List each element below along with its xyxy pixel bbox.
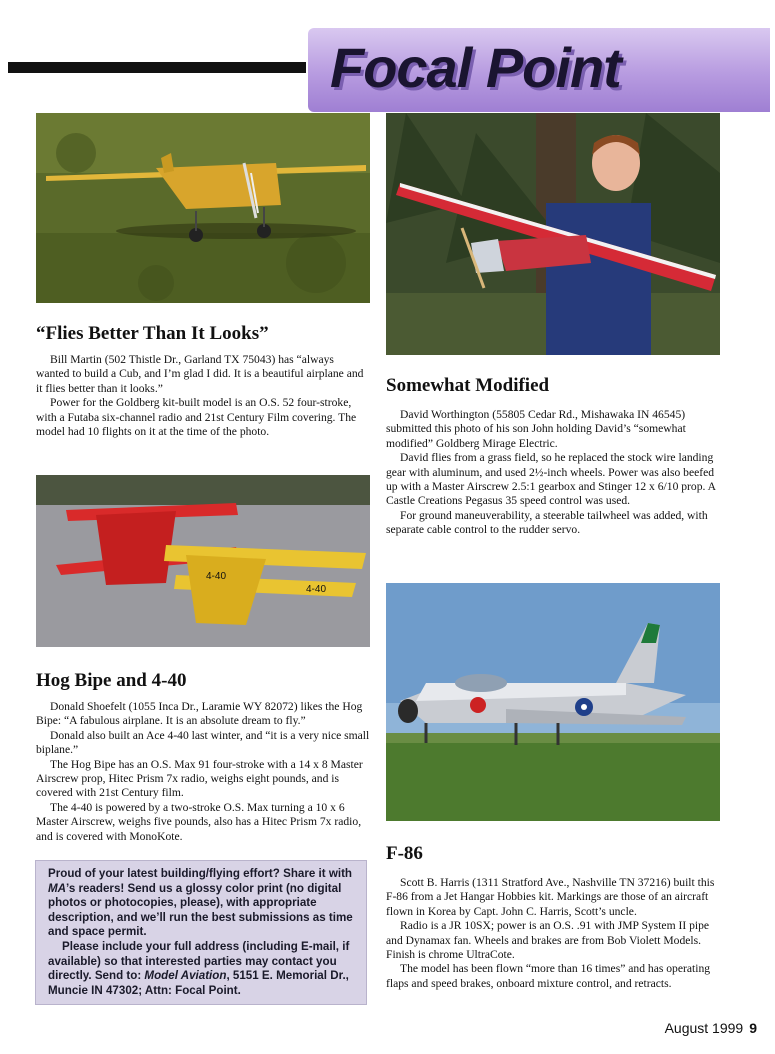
flies-body <box>36 353 370 439</box>
submission-callout <box>35 860 367 1005</box>
biplanes-photo <box>36 475 370 647</box>
hog-paragraph: The Hog Bipe has an O.S. Max 91 four-stroke with a 14 x 8 Master Airscrew prop, Hitec Prism 7x radio, weighs eight pounds, and is covered with 21st Century film. <box>36 757 363 800</box>
magazine-name: Model Aviation <box>144 969 227 983</box>
somewhat-body <box>386 408 720 538</box>
f86-paragraph: Radio is a JR 10SX; power is an O.S. .91 with JMP System II pipe and Dynamax fan. Wheels and brakes are from Bob Violett Models. Finish is chrome UltraCote. <box>386 919 710 962</box>
svg-text:4-40: 4-40 <box>206 571 227 582</box>
header-rule <box>8 62 306 73</box>
hog-heading: Hog Bipe and 4-40 <box>36 670 187 691</box>
hog-body <box>36 700 370 844</box>
f86-paragraph: Scott B. Harris (1311 Stratford Ave., Nashville TN 37216) built this F-86 from a Jet Hangar Hobbies kit. Markings are those of an aircraft flown in Korea by Capt. John C. Harris, Scott’s uncle. <box>386 876 715 918</box>
somewhat-paragraph: For ground maneuverability, a steerable tailwheel was added, with separate cable control to the rudder servo. <box>386 508 708 537</box>
page-title: Focal Point <box>330 36 621 99</box>
svg-text:4-40: 4-40 <box>306 584 327 595</box>
hog-paragraph: Donald Shoefelt (1055 Inca Dr., Laramie WY 82072) likes the Hog Bipe: “A fabulous airplane. It is an absolute dream to fly.” <box>36 700 363 728</box>
flies-paragraph: Bill Martin (502 Thistle Dr., Garland TX 75043) has “always wanted to build a Cub, and I’m glad I did. It is a beautiful airplane and it flies better than it looks.” <box>36 353 364 395</box>
flies-paragraph: Power for the Goldberg kit-built model is an O.S. 52 four-stroke, with a Futaba six-channel radio and 21st Century Film covering. The model had 10 flights on it at the time of the photo. <box>36 396 357 439</box>
f86-photo <box>386 583 720 821</box>
f86-heading: F-86 <box>386 843 423 864</box>
mirage-photo <box>386 113 720 355</box>
ma-abbrev: MA <box>48 881 67 895</box>
hog-paragraph: The 4-40 is powered by a two-stroke O.S. Max turning a 10 x 6 Master Airscrew, weighs five pounds, also has a Hitec Prism 7x radio, and is covered with MonoKote. <box>36 800 362 843</box>
page-number: 9 <box>749 1020 757 1036</box>
somewhat-paragraph: David Worthington (55805 Cedar Rd., Mishawaka IN 46545) submitted this photo of his son John holding David’s “somewhat modified” Goldberg Mirage Electric. <box>386 408 686 450</box>
page-footer <box>665 1020 757 1036</box>
hog-paragraph: Donald also built an Ace 4-40 last winter, and “it is a very nice small biplane.” <box>36 728 370 757</box>
f86-body <box>386 876 720 991</box>
issue-date: August 1999 <box>664 1020 744 1036</box>
somewhat-heading: Somewhat Modified <box>386 375 550 396</box>
f86-paragraph: The model has been flown “more than 16 times” and has operating flaps and speed brakes, onboard mixture control, and retracts. <box>386 962 711 990</box>
callout-paragraph: Please include your full address (including E-mail, if available) so that interested parties may contact you directly. Send to: Model Aviation, 5151 E. Memorial Dr., Muncie IN 47302; Attn: Focal Point. <box>48 939 350 997</box>
callout-paragraph: Proud of your latest building/flying effort? Share it with MA’s readers! Send us a glossy color print (no digital photos or photocopies, please), with appropriate description, and we’ll run the best submissions as time and space permit. <box>48 867 353 939</box>
flies-heading: “Flies Better Than It Looks” <box>36 323 269 344</box>
somewhat-paragraph: David flies from a grass field, so he replaced the stock wire landing gear with aluminum, and used 2½-inch wheels. Power was also beefed up with a Master Airscrew 2.5:1 gearbox and Stinger 12 x 6/10 prop. A Castle Creations Pegasus 35 speed control was used. <box>386 451 716 508</box>
cub-photo <box>36 113 370 303</box>
